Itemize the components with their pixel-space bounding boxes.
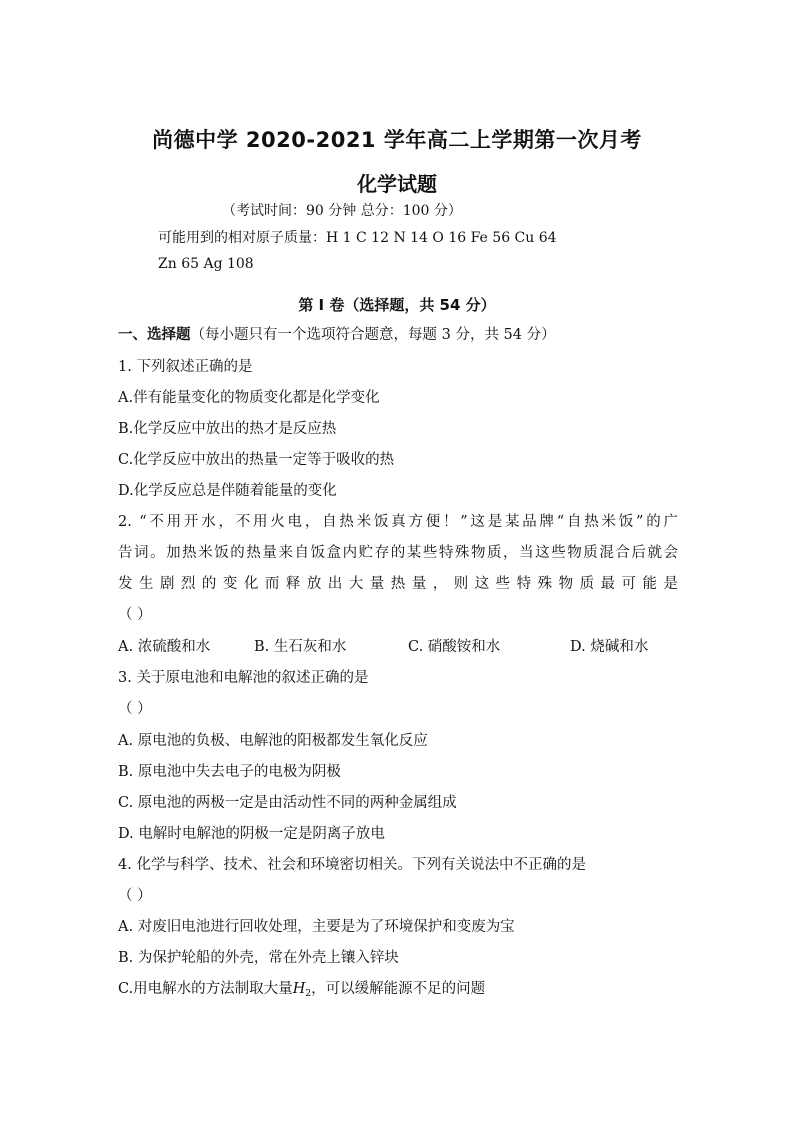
exam-title: 尚德中学 2020-2021 学年高二上学期第一次月考 (152, 128, 642, 152)
question-4-answer-blank: （ ） (118, 888, 152, 904)
part-label: 一、选择题 (118, 327, 191, 343)
question-2-option-d: D. 烧碱和水 (570, 639, 649, 655)
question-4-stem: 4. 化学与科学、技术、社会和环境密切相关。下列有关说法中不正确的是 (118, 857, 586, 873)
question-1-stem: 1. 下列叙述正确的是 (118, 359, 253, 375)
question-2-option-a: A. 浓硫酸和水 (118, 639, 211, 655)
question-1-option-b: B.化学反应中放出的热才是反应热 (118, 421, 337, 437)
question-2-stem-line-1: 2. “不用开水，不用火电，自热米饭真方便！”这是某品牌“自热米饭”的广 (118, 514, 678, 530)
section-title: 第 I 卷（选择题，共 54 分） (298, 296, 496, 314)
question-2-stem-line-2: 告词。加热米饭的热量来自饭盒内贮存的某些特殊物质，当这些物质混合后就会 (118, 545, 678, 561)
atomic-mass-line-1: 可能用到的相对原子质量：H 1 C 12 N 14 O 16 Fe 56 Cu 64 (158, 230, 557, 246)
question-3-option-c: C. 原电池的两极一定是由活动性不同的两种金属组成 (118, 795, 457, 811)
question-3-stem: 3. 关于原电池和电解池的叙述正确的是 (118, 670, 369, 686)
question-1-option-a: A.伴有能量变化的物质变化都是化学变化 (118, 390, 380, 406)
question-1-option-d: D.化学反应总是伴随着能量的变化 (118, 483, 337, 499)
question-4-option-b: B. 为保护轮船的外壳，常在外壳上镶入锌块 (118, 950, 399, 966)
question-4-option-c (118, 979, 485, 1004)
hydrogen-formula: H (292, 981, 306, 997)
question-4-option-c-text: C.用电解水的方法制取大量 (118, 981, 293, 997)
exam-info: （考试时间：90 分钟 总分：100 分） (222, 203, 462, 219)
atomic-mass-line-2: Zn 65 Ag 108 (158, 256, 254, 272)
part-note: （每小题只有一个选项符合题意，每题 3 分，共 54 分） (190, 327, 556, 343)
question-2-option-b: B. 生石灰和水 (254, 639, 347, 655)
question-2-stem-line-3: 发生剧烈的变化而释放出大量热量，则这些特殊物质最可能是 (118, 576, 678, 592)
part-heading (118, 325, 556, 345)
question-3-option-a: A. 原电池的负极、电解池的阳极都发生氧化反应 (118, 733, 428, 749)
question-3-answer-blank: （ ） (118, 701, 152, 717)
question-3-option-d: D. 电解时电解池的阴极一定是阴离子放电 (118, 826, 385, 842)
question-2-answer-blank: （ ） (118, 607, 152, 623)
exam-subtitle: 化学试题 (357, 172, 437, 196)
question-1-option-c: C.化学反应中放出的热量一定等于吸收的热 (118, 452, 395, 468)
hydrogen-subscript: 2 (305, 989, 312, 999)
question-2-option-c: C. 硝酸铵和水 (408, 639, 501, 655)
question-4-option-c-rest: ，可以缓解能源不足的问题 (311, 981, 486, 997)
question-4-option-a: A. 对废旧电池进行回收处理，主要是为了环境保护和变废为宝 (118, 919, 515, 935)
question-3-option-b: B. 原电池中失去电子的电极为阴极 (118, 764, 341, 780)
